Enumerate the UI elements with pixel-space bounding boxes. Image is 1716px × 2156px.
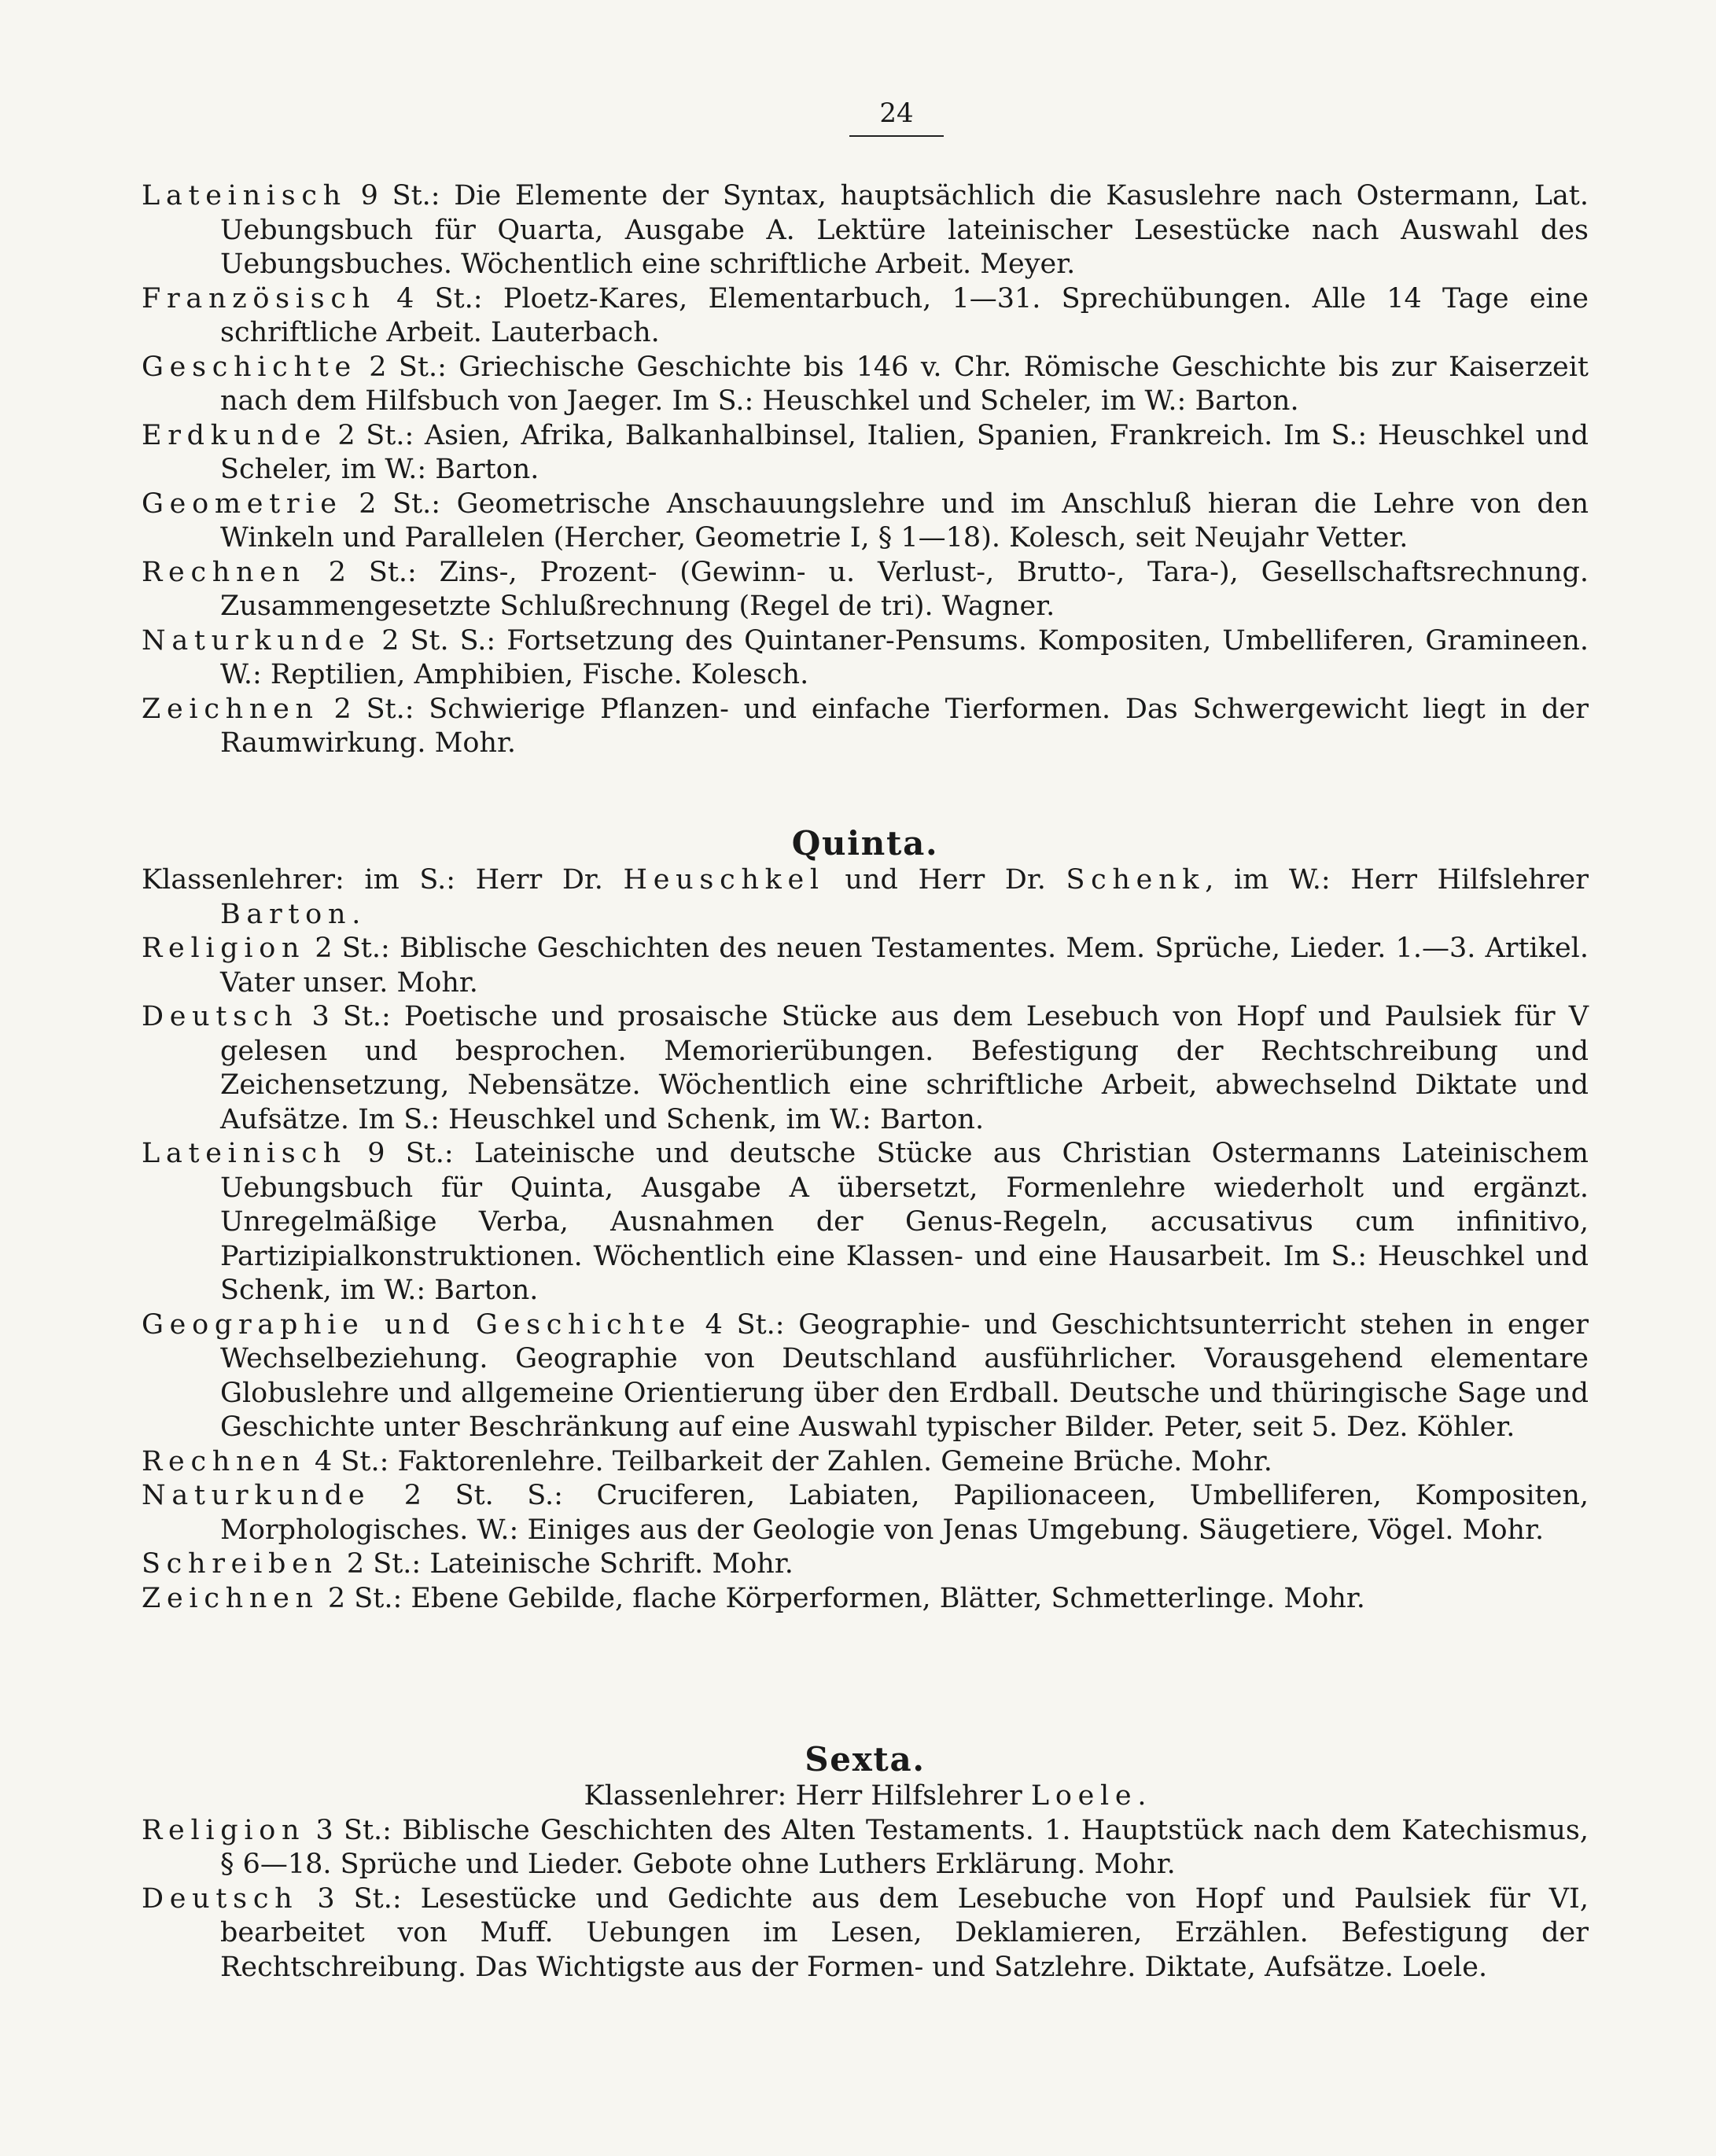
- entry-text: 2 St.: Zins-, Prozent- (Gewinn- u. Verlust-, Brutto-, Tara-), Gesellschaftsrechnung. Zusammengesetzte Schlußrechnung (Regel de tri). Wagner.: [220, 556, 1589, 622]
- class-teacher-sexta: [142, 1779, 1589, 1814]
- entry-subject: Schreiben: [142, 1548, 338, 1580]
- teacher-name: Heuschkel: [623, 864, 825, 896]
- entry-subject: Erdkunde: [142, 419, 327, 451]
- entry-text: 2 St.: Geometrische Anschauungslehre und im Anschluß hieran die Lehre von den Winkeln und Parallelen (Hercher, Geometrie I, § 1—18). Kolesch, seit Neujahr Vetter.: [220, 487, 1589, 554]
- entry-text: 3 St.: Poetische und prosaische Stücke aus dem Lesebuch von Hopf und Paulsiek für V gelesen und besprochen. Memorierübungen. Befestigung der Rechtschreibung und Zeichensetzung, Nebensätze. Wöchentlich eine schriftliche Arbeit, abwechselnd Diktate und Aufsätze. Im S.: Heuschkel und Schenk, im W.: Barton.: [220, 1001, 1589, 1135]
- entry-subject: Zeichnen: [142, 693, 319, 725]
- teacher-name: Barton: [220, 898, 352, 930]
- entry-subject: Deutsch: [142, 1001, 299, 1032]
- teacher-mid: , im W.: Herr Hilfslehrer: [1205, 864, 1589, 896]
- teacher-prefix: Klassenlehrer: Herr Hilfslehrer: [584, 1780, 1031, 1812]
- entry-subject: Lateinisch: [142, 180, 347, 212]
- teacher-prefix: Klassenlehrer: im S.: Herr Dr.: [142, 864, 624, 896]
- sexta-section: [142, 1740, 1589, 1985]
- entry-text: 2 St.: Biblische Geschichten des neuen Testamentes. Mem. Sprüche, Lieder. 1.—3. Artikel. Vater unser. Mohr.: [220, 933, 1589, 999]
- entry-text: 3 St.: Lesestücke und Gedichte aus dem Lesebuche von Hopf und Paulsiek für VI, bearbeitet von Muff. Uebungen im Lesen, Deklamieren, Erzählen. Befestigung der Rechtschreibung. Das Wichtigste aus der Formen- und Satzlehre. Diktate, Aufsätze. Loele.: [220, 1882, 1589, 1983]
- entry-text: 9 St.: Lateinische und deutsche Stücke aus Christian Ostermanns Lateinischem Uebungsbuch für Quinta, Ausgabe A übersetzt, Formenlehre wiederholt und ergänzt. Unregelmäßige Verba, Ausnahmen der Genus-Regeln, accusativus cum infinitivo, Partizipialkonstruktionen. Wöchentlich eine Klassen- und eine Hausarbeit. Im S.: Heuschkel und Schenk, im W.: Barton.: [220, 1138, 1589, 1306]
- entry-zeichnen: [142, 693, 1589, 761]
- entry-subject: Religion: [142, 933, 306, 964]
- entry-rechnen: [142, 1445, 1589, 1480]
- entry-subject: Geographie und Geschichte: [142, 1308, 691, 1341]
- entry-subject: Geometrie: [142, 487, 343, 520]
- entry-subject: Religion: [142, 1814, 306, 1846]
- entry-deutsch: [142, 1000, 1589, 1137]
- entry-text: 2 St.: Ebene Gebilde, flache Körperformen, Blätter, Schmetterlinge. Mohr.: [319, 1582, 1365, 1614]
- entry-subject: Rechnen: [142, 556, 306, 588]
- entry-subject: Rechnen: [142, 1445, 306, 1477]
- entry-subject: Zeichnen: [142, 1582, 319, 1614]
- entry-text: 2 St.: Asien, Afrika, Balkanhalbinsel, Italien, Spanien, Frankreich. Im S.: Heuschkel und Scheler, im W.: Barton.: [220, 419, 1589, 485]
- teacher-mid: und Herr Dr.: [824, 864, 1066, 896]
- entry-subject: Lateinisch: [142, 1138, 347, 1169]
- entry-text: 2 St.: Lateinische Schrift. Mohr.: [337, 1548, 794, 1580]
- quarta-section: [142, 179, 1589, 761]
- entry-lateinisch: [142, 179, 1589, 282]
- page-number: 24: [879, 97, 914, 129]
- entry-geometrie: [142, 487, 1589, 556]
- entry-text: 4 St.: Geographie- und Geschichtsunterricht stehen in enger Wechselbeziehung. Geographie von Deutschland ausführlicher. Vorausgehend elementare Globuslehre und allgemeine Orientierung über den Erdball. Deutsche und thüringische Sage und Geschichte unter Beschränkung auf eine Auswahl typischer Bilder. Peter, seit 5. Dez. Köhler.: [220, 1308, 1589, 1443]
- teacher-end: .: [352, 898, 361, 930]
- teacher-name: Loele: [1030, 1780, 1138, 1812]
- entry-text: 4 St.: Faktorenlehre. Teilbarkeit der Zahlen. Gemeine Brüche. Mohr.: [305, 1445, 1272, 1477]
- entry-religion: [142, 932, 1589, 1000]
- entry-subject: Geschichte: [142, 351, 357, 383]
- entry-franzoesisch: [142, 282, 1589, 351]
- entry-text: 9 St.: Die Elemente der Syntax, hauptsächlich die Kasuslehre nach Ostermann, Lat. Uebungsbuch für Quarta, Ausgabe A. Lektüre lateinischer Lesestücke nach Auswahl des Uebungsbuches. Wöchentlich eine schriftliche Arbeit. Meyer.: [220, 180, 1589, 280]
- entry-text: 2 St. S.: Fortsetzung des Quintaner-Pensums. Kompositen, Umbelliferen, Gramineen. W.: Reptilien, Amphibien, Fische. Kolesch.: [220, 624, 1589, 690]
- section-heading-sexta: Sexta.: [805, 1740, 926, 1779]
- entry-text: 2 St.: Griechische Geschichte bis 146 v. Chr. Römische Geschichte bis zur Kaiserzeit nach dem Hilfsbuch von Jaeger. Im S.: Heuschkel und Scheler, im W.: Barton.: [220, 351, 1589, 417]
- teacher-end: .: [1137, 1780, 1147, 1812]
- entry-text: 2 St.: Schwierige Pflanzen- und einfache Tierformen. Das Schwergewicht liegt in der Raumwirkung. Mohr.: [220, 693, 1589, 759]
- entry-subject: Naturkunde: [142, 624, 371, 657]
- entry-subject: Französisch: [142, 282, 376, 315]
- entry-rechnen: [142, 556, 1589, 624]
- teacher-name: Schenk: [1066, 864, 1206, 896]
- entry-naturkunde: [142, 624, 1589, 693]
- page-number-rule: [849, 135, 944, 137]
- class-teacher-quinta: [142, 863, 1589, 932]
- entry-naturkunde: [142, 1479, 1589, 1547]
- quinta-section: [142, 824, 1589, 1616]
- entry-deutsch: [142, 1882, 1589, 1985]
- section-heading-quinta: Quinta.: [791, 824, 939, 863]
- entry-subject: Naturkunde: [142, 1480, 371, 1511]
- entry-geschichte: [142, 351, 1589, 419]
- entry-text: 2 St. S.: Cruciferen, Labiaten, Papilionaceen, Umbelliferen, Kompositen, Morphologisches. W.: Einiges aus der Geologie von Jenas Umgebung. Säugetiere, Vögel. Mohr.: [220, 1480, 1589, 1546]
- entry-religion: [142, 1814, 1589, 1882]
- entry-geographie-geschichte: [142, 1308, 1589, 1445]
- entry-erdkunde: [142, 419, 1589, 487]
- entry-subject: Deutsch: [142, 1882, 299, 1915]
- entry-text: 3 St.: Biblische Geschichten des Alten Testaments. 1. Hauptstück nach dem Katechismus, § 6—18. Sprüche und Lieder. Gebote ohne Luthers Erklärung. Mohr.: [220, 1814, 1589, 1880]
- entry-lateinisch: [142, 1137, 1589, 1308]
- entry-text: 4 St.: Ploetz-Kares, Elementarbuch, 1—31. Sprechübungen. Alle 14 Tage eine schriftliche Arbeit. Lauterbach.: [220, 282, 1589, 348]
- entry-zeichnen: [142, 1582, 1589, 1617]
- entry-schreiben: [142, 1547, 1589, 1582]
